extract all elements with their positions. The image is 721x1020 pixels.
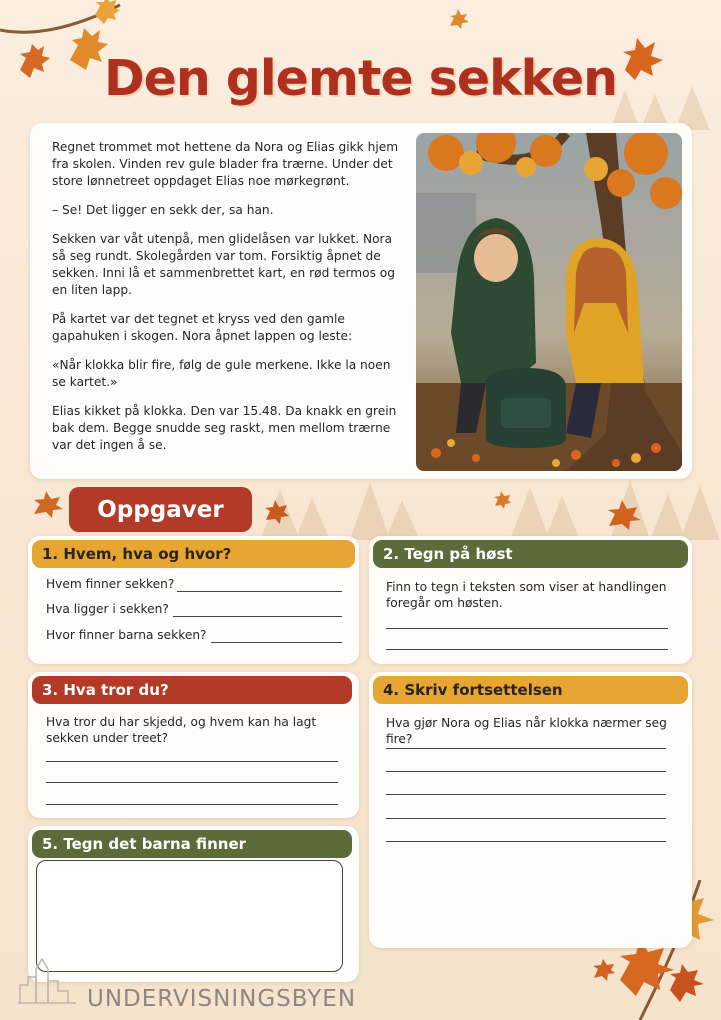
story-paragraph: Regnet trommet mot hettene da Nora og Elias gikk hjem fra skolen. Vinden rev gule blader fra trærne. Under det store lønnetreet oppdaget Elias noe mørkegrønt. <box>52 140 399 188</box>
story-card <box>30 123 692 479</box>
page-title: Den glemte sekken <box>103 50 618 107</box>
task-card-3 <box>28 672 359 818</box>
task-card-1 <box>28 536 359 664</box>
task-title: 2. Tegn på høst <box>373 540 688 568</box>
answer-line[interactable] <box>386 771 666 772</box>
answer-line[interactable] <box>211 642 342 643</box>
story-paragraph: «Når klokka blir fire, følg de gule merkene. Ikke la noen se kartet.» <box>52 358 391 389</box>
city-skyline-icon <box>18 955 78 1005</box>
task-prompt: Finn to tegn i teksten som viser at handlingen foregår om høsten. <box>386 580 667 610</box>
task-prompt: Hva tror du har skjedd, og hvem kan ha lagt sekken under treet? <box>46 715 317 745</box>
maple-leaf-icon <box>492 490 512 510</box>
pine-trees-decoration <box>250 470 720 540</box>
answer-line[interactable] <box>46 761 338 762</box>
story-paragraph: På kartet var det tegnet et kryss ved den gamle gapahuken i skogen. Nora åpnet lappen og leste: <box>52 312 353 343</box>
story-paragraph: Sekken var våt utenpå, men glidelåsen var lukket. Nora så seg rundt. Skolegården var tom. Forsiktig åpnet de sekken. Inni lå et sammenbrettet kart, en rød termos og en liten lapp. <box>52 232 395 297</box>
story-illustration <box>416 133 682 471</box>
task-card-2 <box>369 536 692 664</box>
task-question: Hvem finner sekken? <box>46 577 175 591</box>
story-paragraph: Elias kikket på klokka. Den var 15.48. Da knakk en grein bak dem. Begge snudde seg raskt, men mellom trærne var det ingen å se. <box>52 404 397 452</box>
story-text <box>52 139 404 466</box>
maple-leaf-icon <box>604 498 642 532</box>
brand-name: UNDERVISNINGSBYEN <box>87 986 357 1012</box>
maple-leaf-icon <box>262 498 290 526</box>
drawing-area[interactable] <box>36 860 343 972</box>
answer-line[interactable] <box>386 628 668 629</box>
story-paragraph: – Se! Det ligger en sekk der, sa han. <box>52 203 274 217</box>
task-title: 5. Tegn det barna finner <box>32 830 352 858</box>
answer-line[interactable] <box>386 649 668 650</box>
maple-leaf-icon <box>30 490 64 520</box>
task-title: 4. Skriv fortsettelsen <box>373 676 688 704</box>
answer-line[interactable] <box>386 794 666 795</box>
tasks-heading: Oppgaver <box>69 487 252 532</box>
maple-leaf-icon <box>590 958 616 982</box>
task-prompt: Hva gjør Nora og Elias når klokka nærmer seg fire? <box>386 716 667 746</box>
answer-line[interactable] <box>386 748 666 749</box>
answer-line[interactable] <box>386 818 666 819</box>
answer-line[interactable] <box>46 782 338 783</box>
task-question: Hva ligger i sekken? <box>46 602 169 616</box>
answer-line[interactable] <box>177 591 342 592</box>
answer-line[interactable] <box>386 841 666 842</box>
task-question: Hvor finner barna sekken? <box>46 628 207 642</box>
task-card-4 <box>369 672 692 948</box>
task-title: 1. Hvem, hva og hvor? <box>32 540 355 568</box>
maple-leaf-icon <box>446 8 470 30</box>
task-title: 3. Hva tror du? <box>32 676 352 704</box>
answer-line[interactable] <box>46 804 338 805</box>
answer-line[interactable] <box>173 616 342 617</box>
